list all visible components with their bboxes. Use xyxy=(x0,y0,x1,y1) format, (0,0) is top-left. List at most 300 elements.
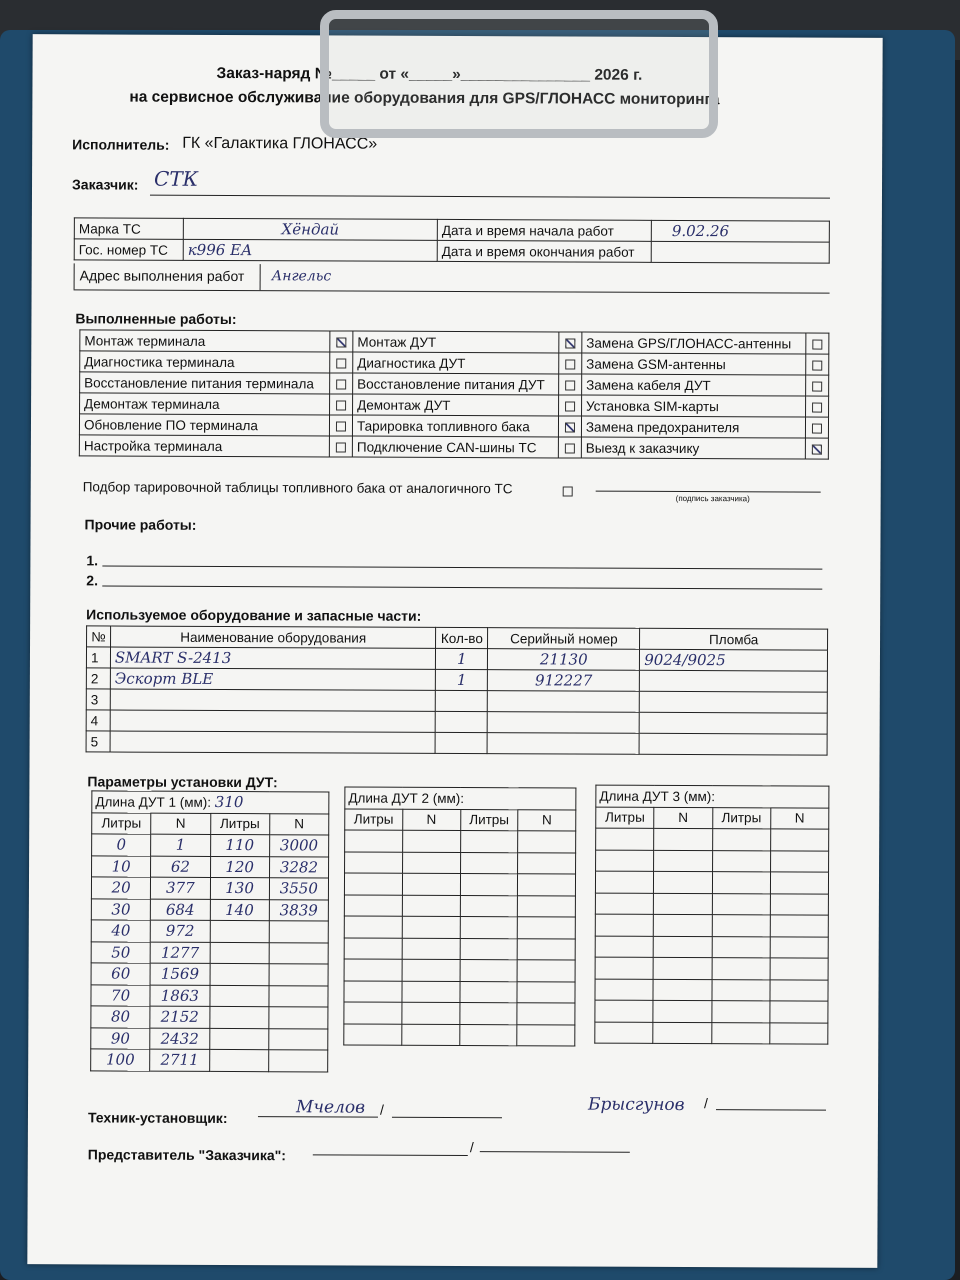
representative-slash: / xyxy=(469,1139,474,1156)
equipment-cell xyxy=(487,733,639,755)
checkbox[interactable] xyxy=(336,400,346,410)
equipment-cell: 1 xyxy=(86,647,110,668)
dut1-cell xyxy=(269,921,328,943)
dut1-cell: 3839 xyxy=(269,899,328,921)
work-item-checkbox-cell xyxy=(558,416,581,437)
equipment-cell: 9024/9025 xyxy=(640,649,828,671)
table-row xyxy=(596,828,829,851)
table-row xyxy=(344,916,575,939)
equipment-header-cell: Наименование оборудования xyxy=(110,626,435,648)
dut3-cell xyxy=(595,979,653,1001)
work-item-label: Замена кабеля ДУТ xyxy=(582,374,806,396)
dut2-cell xyxy=(344,938,402,960)
equipment-cell xyxy=(640,670,828,692)
dut3-cell xyxy=(770,872,828,894)
dut3-table xyxy=(594,785,829,1045)
work-item-label: Подключение CAN-шины ТС xyxy=(352,436,558,458)
dut2-cell xyxy=(518,831,576,853)
table-row xyxy=(595,914,828,937)
tariff-selection-checkbox[interactable] xyxy=(563,486,573,496)
dut1-cell xyxy=(209,985,268,1007)
dut3-cell xyxy=(770,979,828,1001)
work-item-label: Монтаж терминала xyxy=(80,330,330,352)
work-item-label: Диагностика ДУТ xyxy=(353,352,559,374)
table-row xyxy=(345,830,576,853)
dut1-cell: 0 xyxy=(92,834,151,856)
equipment-cell: 4 xyxy=(86,710,110,731)
table-row xyxy=(91,920,328,943)
works-title: Выполненные работы: xyxy=(75,310,237,328)
dut1-cell xyxy=(209,1049,268,1071)
work-item-checkbox-cell xyxy=(805,438,828,459)
dut1-cell: 40 xyxy=(91,920,150,942)
equipment-header-cell: № xyxy=(87,626,111,647)
dut2-cell xyxy=(344,895,402,917)
dut1-cell xyxy=(209,1028,268,1050)
dut3-cell xyxy=(595,936,653,958)
work-item-checkbox-cell xyxy=(806,375,829,396)
dut1-cell: 3000 xyxy=(269,835,328,857)
work-item-label: Тарировка топливного бака xyxy=(352,415,558,437)
dut1-cell xyxy=(210,963,269,985)
work-item-checkbox-cell xyxy=(558,437,581,458)
dut1-cell: 1569 xyxy=(150,963,209,985)
checkbox[interactable] xyxy=(565,443,575,453)
dut3-cell xyxy=(654,828,712,850)
end-label: Дата и время окончания работ xyxy=(437,240,651,262)
dut2-cell xyxy=(344,981,402,1003)
equipment-cell: 912227 xyxy=(488,670,640,692)
dut3-cell xyxy=(654,914,712,936)
table-row xyxy=(91,941,328,964)
dut2-cell xyxy=(517,981,575,1003)
work-item-label: Замена предохранителя xyxy=(581,416,805,438)
dut2-table xyxy=(343,787,576,1047)
other-work-1-line xyxy=(102,565,822,569)
table-row xyxy=(345,852,576,875)
technician-signature-2: Брысгунов xyxy=(587,1094,685,1116)
table-row xyxy=(344,1024,575,1047)
dut3-cell xyxy=(712,872,770,894)
table-row xyxy=(595,1000,828,1023)
equipment-cell xyxy=(488,691,640,713)
representative-label: Представитель "Заказчика": xyxy=(87,1146,287,1164)
work-item-label: Демонтаж ДУТ xyxy=(353,394,559,416)
checkbox[interactable] xyxy=(565,359,575,369)
table-row xyxy=(595,936,828,959)
equipment-header-cell: Серийный номер xyxy=(488,628,640,650)
work-item-label: Выезд к заказчику xyxy=(581,437,805,459)
clipboard-clip xyxy=(320,10,718,138)
dut2-cell xyxy=(460,852,518,874)
checkbox[interactable] xyxy=(336,379,346,389)
table-row xyxy=(92,855,329,878)
work-item-checkbox-cell xyxy=(559,374,582,395)
dut2-cell xyxy=(402,873,460,895)
brand-value: Хёндай xyxy=(183,218,437,240)
dut3-cell xyxy=(712,958,770,980)
dut3-cell xyxy=(770,1022,828,1044)
brand-label: Марка ТС xyxy=(74,218,183,239)
dut-title: Параметры установки ДУТ: xyxy=(87,773,278,791)
dut1-cell: 972 xyxy=(150,920,209,942)
work-item-label: Замена GPS/ГЛОНАСС-антенны xyxy=(582,332,806,354)
technician-label: Техник-установщик: xyxy=(87,1109,228,1127)
address-value: Ангельс xyxy=(271,268,332,285)
customer-underline xyxy=(150,195,830,199)
table-row xyxy=(344,938,575,961)
table-row xyxy=(344,895,575,918)
table-row xyxy=(595,1022,828,1045)
dut3-cell xyxy=(653,957,711,979)
dut2-block xyxy=(343,787,576,1047)
tariff-selection-label: Подбор тарировочной таблицы топливного бака от аналогичного ТС xyxy=(82,479,513,497)
dut2-length-label: Длина ДУТ 2 (мм): xyxy=(348,790,465,806)
dut1-cell xyxy=(269,1007,328,1029)
dut1-cell: 3550 xyxy=(269,878,328,900)
dut1-cell xyxy=(210,920,269,942)
dut3-cell xyxy=(770,829,828,851)
checked-checkbox[interactable] xyxy=(565,422,575,432)
equipment-cell: 1 xyxy=(436,669,488,690)
dut3-cell xyxy=(712,850,770,872)
checkbox[interactable] xyxy=(812,339,822,349)
dut1-cell: 70 xyxy=(91,984,150,1006)
dut2-header-cell: N xyxy=(402,809,460,831)
table-row xyxy=(595,957,828,980)
dut2-cell xyxy=(459,1003,517,1025)
table-row xyxy=(91,984,328,1007)
signature-caption: (подпись заказчика) xyxy=(675,493,750,504)
dut3-cell xyxy=(653,1000,711,1022)
dut3-cell xyxy=(595,957,653,979)
work-item-checkbox-cell xyxy=(806,354,829,375)
dut1-cell xyxy=(210,942,269,964)
work-item-label: Обновление ПО терминала xyxy=(79,414,329,436)
dut3-cell xyxy=(654,871,712,893)
dut2-cell xyxy=(344,1002,402,1024)
dut3-header-cell: Литры xyxy=(596,807,654,829)
equipment-table xyxy=(86,625,829,755)
work-item-checkbox-cell xyxy=(330,352,353,373)
dut2-cell xyxy=(517,917,575,939)
dut1-cell: 120 xyxy=(210,856,269,878)
dut3-cell xyxy=(770,850,828,872)
dut1-header-cell: Литры xyxy=(210,813,269,835)
plate-label: Гос. номер ТС xyxy=(74,239,183,260)
checkbox[interactable] xyxy=(565,401,575,411)
table-row xyxy=(86,731,827,755)
work-item-checkbox-cell xyxy=(806,333,829,354)
checked-checkbox[interactable] xyxy=(812,444,822,454)
dut1-cell xyxy=(269,1028,328,1050)
works-table xyxy=(79,329,830,459)
dut1-cell: 130 xyxy=(210,877,269,899)
checkbox[interactable] xyxy=(812,381,822,391)
title-line-2: на сервисное обслуживание оборудования для GPS/ГЛОНАСС мониторинга xyxy=(129,88,720,109)
dut3-header-cell: N xyxy=(770,807,828,829)
equipment-cell xyxy=(110,710,435,732)
table-row xyxy=(595,893,828,916)
dut3-cell xyxy=(770,936,828,958)
work-item-label: Настройка терминала xyxy=(79,435,329,457)
work-item-checkbox-cell xyxy=(558,395,581,416)
dut2-header-cell: N xyxy=(518,809,576,831)
technician-slash-1: / xyxy=(379,1101,384,1118)
dut1-cell: 1863 xyxy=(150,985,209,1007)
dut2-cell xyxy=(402,895,460,917)
equipment-cell: SMART S-2413 xyxy=(110,647,435,669)
start-label: Дата и время начала работ xyxy=(437,219,651,241)
dut3-cell xyxy=(711,1022,769,1044)
equipment-cell xyxy=(436,690,488,711)
dut1-length-value: 310 xyxy=(214,793,244,812)
dut2-cell xyxy=(460,938,518,960)
dut3-cell xyxy=(711,1001,769,1023)
table-row xyxy=(91,1049,328,1072)
dut2-cell xyxy=(402,981,460,1003)
dut1-cell: 3282 xyxy=(269,856,328,878)
dut1-cell: 80 xyxy=(91,1006,150,1028)
dut3-cell xyxy=(653,979,711,1001)
checkbox[interactable] xyxy=(336,358,346,368)
equipment-header-cell: Пломба xyxy=(640,628,828,650)
dut2-cell xyxy=(517,1024,575,1046)
end-value xyxy=(651,241,829,263)
dut2-cell xyxy=(459,981,517,1003)
vehicle-table xyxy=(74,217,830,263)
dut2-cell xyxy=(460,917,518,939)
equipment-cell: 21130 xyxy=(488,649,640,671)
dut3-cell xyxy=(770,915,828,937)
dut1-cell: 90 xyxy=(91,1027,150,1049)
dut1-header-cell: N xyxy=(151,813,210,835)
dut2-cell xyxy=(460,960,518,982)
work-item-checkbox-cell xyxy=(559,332,582,353)
title-line-1: Заказ-наряд №_____ от «_____»_______________ 2026 г. xyxy=(216,64,643,84)
dut1-cell xyxy=(209,1006,268,1028)
dut2-cell xyxy=(459,1024,517,1046)
work-item-label: Диагностика терминала xyxy=(80,351,330,373)
dut2-header-cell: Литры xyxy=(460,809,518,831)
dut2-header-cell: Литры xyxy=(345,809,403,831)
table-row xyxy=(596,850,829,873)
table-row xyxy=(91,1006,328,1029)
dut1-cell xyxy=(269,942,328,964)
dut1-cell: 50 xyxy=(91,941,150,963)
dut2-cell xyxy=(518,895,576,917)
dut3-cell xyxy=(595,1000,653,1022)
dut2-cell xyxy=(517,938,575,960)
dut3-cell xyxy=(595,1022,653,1044)
checked-checkbox[interactable] xyxy=(565,338,575,348)
dut3-cell xyxy=(711,979,769,1001)
dut2-cell xyxy=(402,1024,460,1046)
equipment-cell: 2 xyxy=(86,668,110,689)
work-item-checkbox-cell xyxy=(329,436,352,457)
dut1-cell: 684 xyxy=(151,899,210,921)
table-row xyxy=(91,898,328,921)
dut2-cell xyxy=(344,959,402,981)
dut3-cell xyxy=(595,893,653,915)
work-item-checkbox-cell xyxy=(330,373,353,394)
table-row xyxy=(92,834,329,857)
dut1-cell: 20 xyxy=(91,877,150,899)
dut3-length-label: Длина ДУТ 3 (мм): xyxy=(599,788,716,804)
dut3-cell xyxy=(770,958,828,980)
dut2-cell xyxy=(345,830,403,852)
dut2-cell xyxy=(345,852,403,874)
dut3-cell xyxy=(770,1001,828,1023)
start-value: 9.02.26 xyxy=(651,220,829,242)
address-underline xyxy=(74,289,830,293)
customer-label: Заказчик: xyxy=(71,176,139,193)
other-work-1-number: 1. xyxy=(86,552,99,569)
work-item-label: Демонтаж терминала xyxy=(80,393,330,415)
checkbox[interactable] xyxy=(565,380,575,390)
dut1-cell: 10 xyxy=(92,855,151,877)
dut3-cell xyxy=(654,893,712,915)
table-row xyxy=(344,1002,575,1025)
other-work-2-line xyxy=(102,585,822,589)
table-row xyxy=(344,959,575,982)
dut1-header-cell: Литры xyxy=(92,812,151,834)
dut3-cell xyxy=(653,936,711,958)
equipment-cell: 3 xyxy=(86,689,110,710)
dut3-cell xyxy=(595,871,653,893)
work-item-checkbox-cell xyxy=(330,394,353,415)
equipment-cell xyxy=(110,689,435,711)
checkbox[interactable] xyxy=(812,402,822,412)
checked-checkbox[interactable] xyxy=(336,337,346,347)
dut1-cell: 1277 xyxy=(150,942,209,964)
dut1-cell xyxy=(268,1050,327,1072)
dut3-cell xyxy=(596,850,654,872)
work-item-checkbox-cell xyxy=(806,396,829,417)
checkbox[interactable] xyxy=(812,360,822,370)
other-work-2-number: 2. xyxy=(86,572,99,589)
work-item-label: Восстановление питания терминала xyxy=(80,372,330,394)
customer-signature-line xyxy=(596,491,821,493)
dut1-cell: 2711 xyxy=(150,1049,209,1071)
dut2-cell xyxy=(344,916,402,938)
dut3-cell xyxy=(654,850,712,872)
table-row xyxy=(91,1027,328,1050)
dut3-cell xyxy=(712,893,770,915)
dut1-cell xyxy=(269,964,328,986)
table-row xyxy=(91,963,328,986)
equipment-cell xyxy=(110,731,435,753)
table-row xyxy=(344,873,575,896)
work-order-sheet xyxy=(27,34,882,1268)
work-item-label: Установка SIM-карты xyxy=(581,395,805,417)
dut1-cell: 60 xyxy=(91,963,150,985)
equipment-cell xyxy=(640,691,828,713)
equipment-cell xyxy=(639,733,827,755)
equipment-title: Используемое оборудование и запасные части: xyxy=(86,606,422,624)
dut3-cell xyxy=(596,828,654,850)
technician-slash-2: / xyxy=(703,1095,708,1112)
dut1-header-cell: N xyxy=(269,813,328,835)
work-item-checkbox-cell xyxy=(329,415,352,436)
dut3-cell xyxy=(712,915,770,937)
dut2-cell xyxy=(402,938,460,960)
table-row xyxy=(344,981,575,1004)
dut1-cell: 1 xyxy=(151,834,210,856)
equipment-cell xyxy=(435,732,487,753)
dut2-cell xyxy=(402,1002,460,1024)
work-item-label: Восстановление питания ДУТ xyxy=(353,373,559,395)
plate-value: к996 ЕА xyxy=(183,239,437,261)
dut2-cell xyxy=(460,831,518,853)
dut3-cell xyxy=(653,1022,711,1044)
dut2-cell xyxy=(460,874,518,896)
dut2-cell xyxy=(402,830,460,852)
dut1-cell: 2432 xyxy=(150,1028,209,1050)
work-item-checkbox-cell xyxy=(805,417,828,438)
equipment-header-cell: Кол-во xyxy=(436,627,488,648)
executor-value: ГК «Галактика ГЛОНАСС» xyxy=(182,134,378,153)
dut1-cell: 62 xyxy=(151,856,210,878)
dut1-table xyxy=(90,790,329,1072)
checkbox[interactable] xyxy=(812,423,822,433)
dut2-cell xyxy=(518,874,576,896)
dut3-block xyxy=(594,785,829,1045)
dut3-cell xyxy=(770,893,828,915)
dut1-cell xyxy=(269,985,328,1007)
dut2-cell xyxy=(517,1003,575,1025)
dut1-cell: 30 xyxy=(91,898,150,920)
dut3-cell xyxy=(595,914,653,936)
dut2-cell xyxy=(517,960,575,982)
dut2-cell xyxy=(402,916,460,938)
executor-label: Исполнитель: xyxy=(72,136,170,153)
work-item-label: Монтаж ДУТ xyxy=(353,331,559,353)
technician-signature-1: Мчелов xyxy=(295,1097,366,1118)
equipment-cell: 5 xyxy=(86,731,110,752)
table-row xyxy=(595,871,828,894)
dut1-length-label: Длина ДУТ 1 (мм): xyxy=(95,794,212,811)
equipment-cell xyxy=(435,711,487,732)
checkbox[interactable] xyxy=(336,421,346,431)
dut1-block xyxy=(90,790,329,1072)
dut1-cell: 100 xyxy=(91,1049,150,1071)
equipment-cell: 1 xyxy=(436,648,488,669)
equipment-cell xyxy=(639,712,827,734)
dut3-cell xyxy=(712,829,770,851)
equipment-cell: Эскорт BLE xyxy=(110,668,435,690)
equipment-cell xyxy=(487,712,639,734)
dut1-cell: 140 xyxy=(210,899,269,921)
dut2-cell xyxy=(344,1024,402,1046)
dut3-cell xyxy=(712,936,770,958)
table-row xyxy=(91,877,328,900)
dut3-header-cell: N xyxy=(654,807,712,829)
dut1-cell: 2152 xyxy=(150,1006,209,1028)
customer-value: СТК xyxy=(154,166,199,191)
dut3-header-cell: Литры xyxy=(712,807,770,829)
dut2-cell xyxy=(518,852,576,874)
work-item-checkbox-cell xyxy=(559,353,582,374)
dut2-cell xyxy=(344,873,402,895)
work-item-checkbox-cell xyxy=(330,331,353,352)
address-label: Адрес выполнения работ xyxy=(79,267,245,285)
dut2-cell xyxy=(402,852,460,874)
work-item-label: Замена GSM-антенны xyxy=(582,353,806,375)
dut1-cell: 110 xyxy=(210,834,269,856)
dut2-cell xyxy=(402,959,460,981)
checkbox[interactable] xyxy=(336,442,346,452)
